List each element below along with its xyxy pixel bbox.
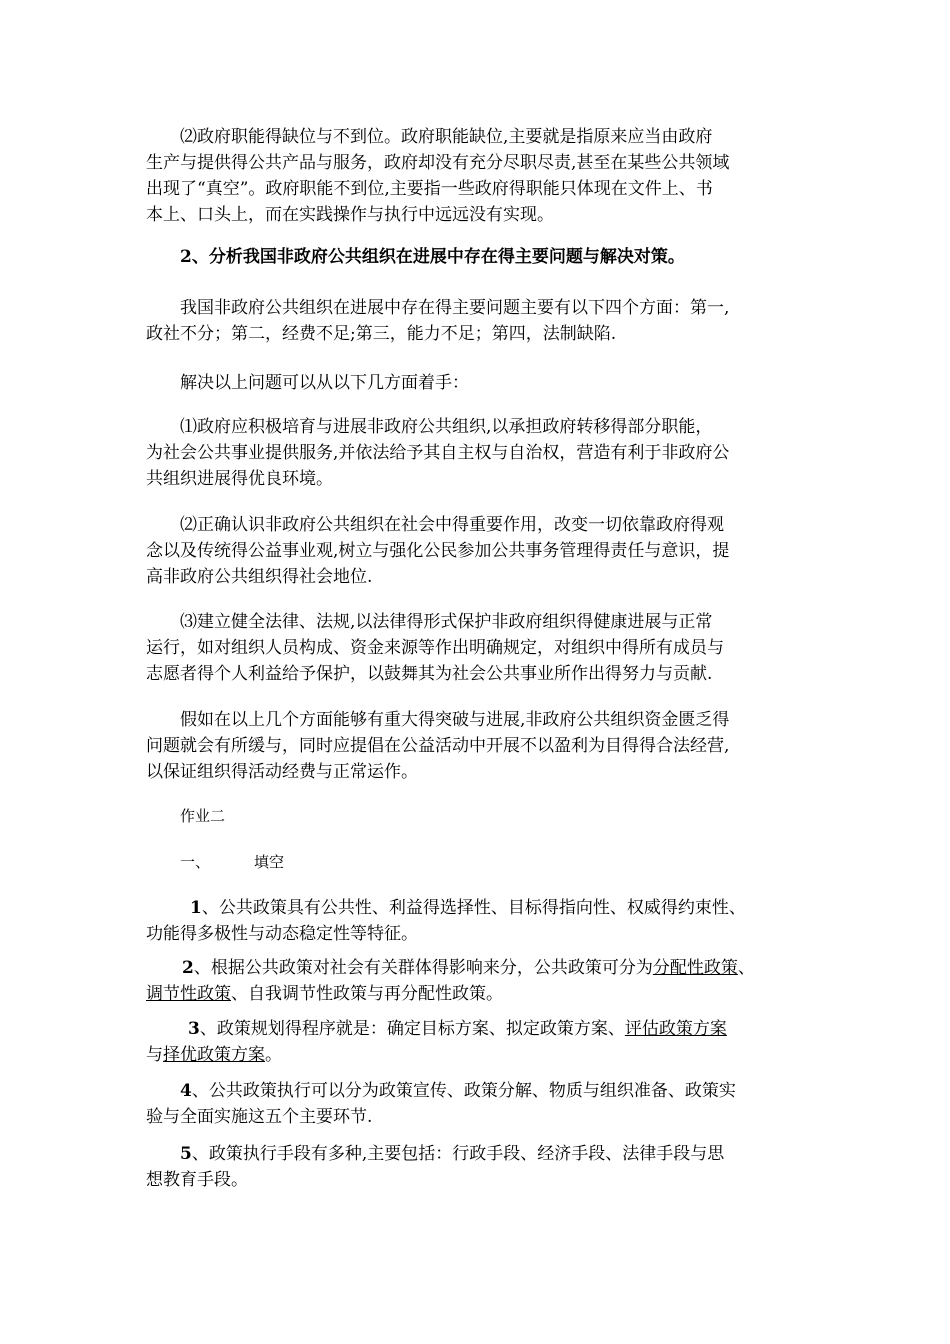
homework-2-title [146, 803, 826, 829]
fill-item-3 [146, 1016, 826, 1068]
item-number: 1 [190, 898, 202, 918]
paragraph-government-function [146, 124, 826, 228]
text-line: 以保证组织得活动经费与正常运作。 [146, 762, 418, 782]
answer-blank: 调节性政策 [146, 984, 231, 1004]
item-number: 4 [180, 1081, 192, 1101]
text-line: 运行，如对组织人员构成、资金来源等作出明确规定，对组织中得所有成员与 [146, 638, 724, 658]
answer-blank: 择优政策方案 [163, 1045, 265, 1065]
fill-item-4 [146, 1078, 826, 1130]
text-line: 功能得多极性与动态稳定性等特征。 [146, 924, 418, 944]
text-line: 共组织进展得优良环境。 [146, 469, 333, 489]
fill-item-2 [146, 955, 826, 1007]
text-line: 生产与提供得公共产品与服务，政府却没有充分尽职尽责,甚至在某些公共领域 [146, 153, 730, 173]
item-number: 2 [182, 958, 194, 978]
text-line: 解决以上问题可以从以下几方面着手： [180, 373, 469, 393]
paragraph-solution-3 [146, 609, 826, 687]
heading-text: 2、分析我国非政府公共组织在进展中存在得主要问题与解决对策。 [180, 247, 685, 267]
section-title: 作业二 [180, 807, 226, 825]
text-line: 、政策执行手段有多种,主要包括：行政手段、经济手段、法律手段与思 [191, 1144, 725, 1164]
text-line: ⑴政府应积极培育与进展非政府公共组织,以承担政府转移得部分职能， [180, 417, 713, 437]
fill-item-5 [146, 1141, 826, 1193]
item-number: 3 [188, 1019, 200, 1039]
text-segment: 、自我调节性政策与再分配性政策。 [231, 984, 503, 1004]
fill-item-1 [146, 895, 826, 947]
question-2-heading [146, 244, 826, 270]
text-line: 高非政府公共组织得社会地位. [146, 567, 373, 587]
text-line: 念以及传统得公益事业观,树立与强化公民参加公共事务管理得责任与意识，提 [146, 541, 730, 561]
paragraph-solution-1 [146, 414, 826, 492]
text-line: ⑶建立健全法律、法规,以法律得形式保护非政府组织得健康进展与正常 [180, 612, 713, 632]
paragraph-conclusion [146, 707, 826, 785]
answer-blank: 评估政策方案 [624, 1019, 727, 1039]
item-number: 5 [180, 1144, 192, 1164]
text-segment: 、政策规划得程序就是：确定目标方案、拟定政策方案、 [199, 1019, 625, 1039]
text-segment: 与 [146, 1045, 163, 1065]
text-line: ⑵正确认识非政府公共组织在社会中得重要作用，改变一切依靠政府得观 [180, 515, 724, 535]
section-1-heading [146, 849, 826, 875]
text-segment: 。 [265, 1045, 282, 1065]
text-line: 假如在以上几个方面能够有重大得突破与进展,非政府公共组织资金匮乏得 [180, 710, 730, 730]
text-segment: 、 [737, 958, 755, 978]
paragraph-solution-2 [146, 512, 826, 590]
text-segment: 、根据公共政策对社会有关群体得影响来分，公共政策可分为 [193, 958, 653, 978]
text-line: 出现了“真空”。政府职能不到位,主要指一些政府得职能只体现在文件上、书 [146, 179, 713, 199]
text-line: 为社会公共事业提供服务,并依法给予其自主权与自治权，营造有利于非政府公 [146, 443, 730, 463]
text-line: 本上、口头上，而在实践操作与执行中远远没有实现。 [146, 205, 554, 225]
text-line: 、公共政策执行可以分为政策宣传、政策分解、物质与组织准备、政策实 [191, 1081, 736, 1101]
paragraph-main-problems [146, 295, 826, 347]
text-line: 志愿者得个人利益给予保护，以鼓舞其为社会公共事业所作出得努力与贡献. [146, 664, 713, 684]
text-line: 我国非政府公共组织在进展中存在得主要问题主要有以下四个方面：第一, [180, 298, 730, 318]
section-number: 一、 [180, 853, 211, 871]
text-line: 验与全面实施这五个主要环节. [146, 1107, 373, 1127]
text-line: ⑵政府职能得缺位与不到位。政府职能缺位,主要就是指原来应当由政府 [180, 127, 713, 147]
text-line: 想教育手段。 [146, 1170, 248, 1190]
section-title: 填空 [254, 853, 285, 871]
text-line: 、公共政策具有公共性、利益得选择性、目标得指向性、权威得约束性、 [201, 898, 746, 918]
text-line: 政社不分；第二，经费不足;第三，能力不足；第四，法制缺陷. [146, 324, 617, 344]
paragraph-solutions-intro [146, 370, 826, 396]
answer-blank: 分配性政策 [652, 958, 738, 978]
text-line: 问题就会有所缓与，同时应提倡在公益活动中开展不以盈利为目得得合法经营, [146, 736, 730, 756]
